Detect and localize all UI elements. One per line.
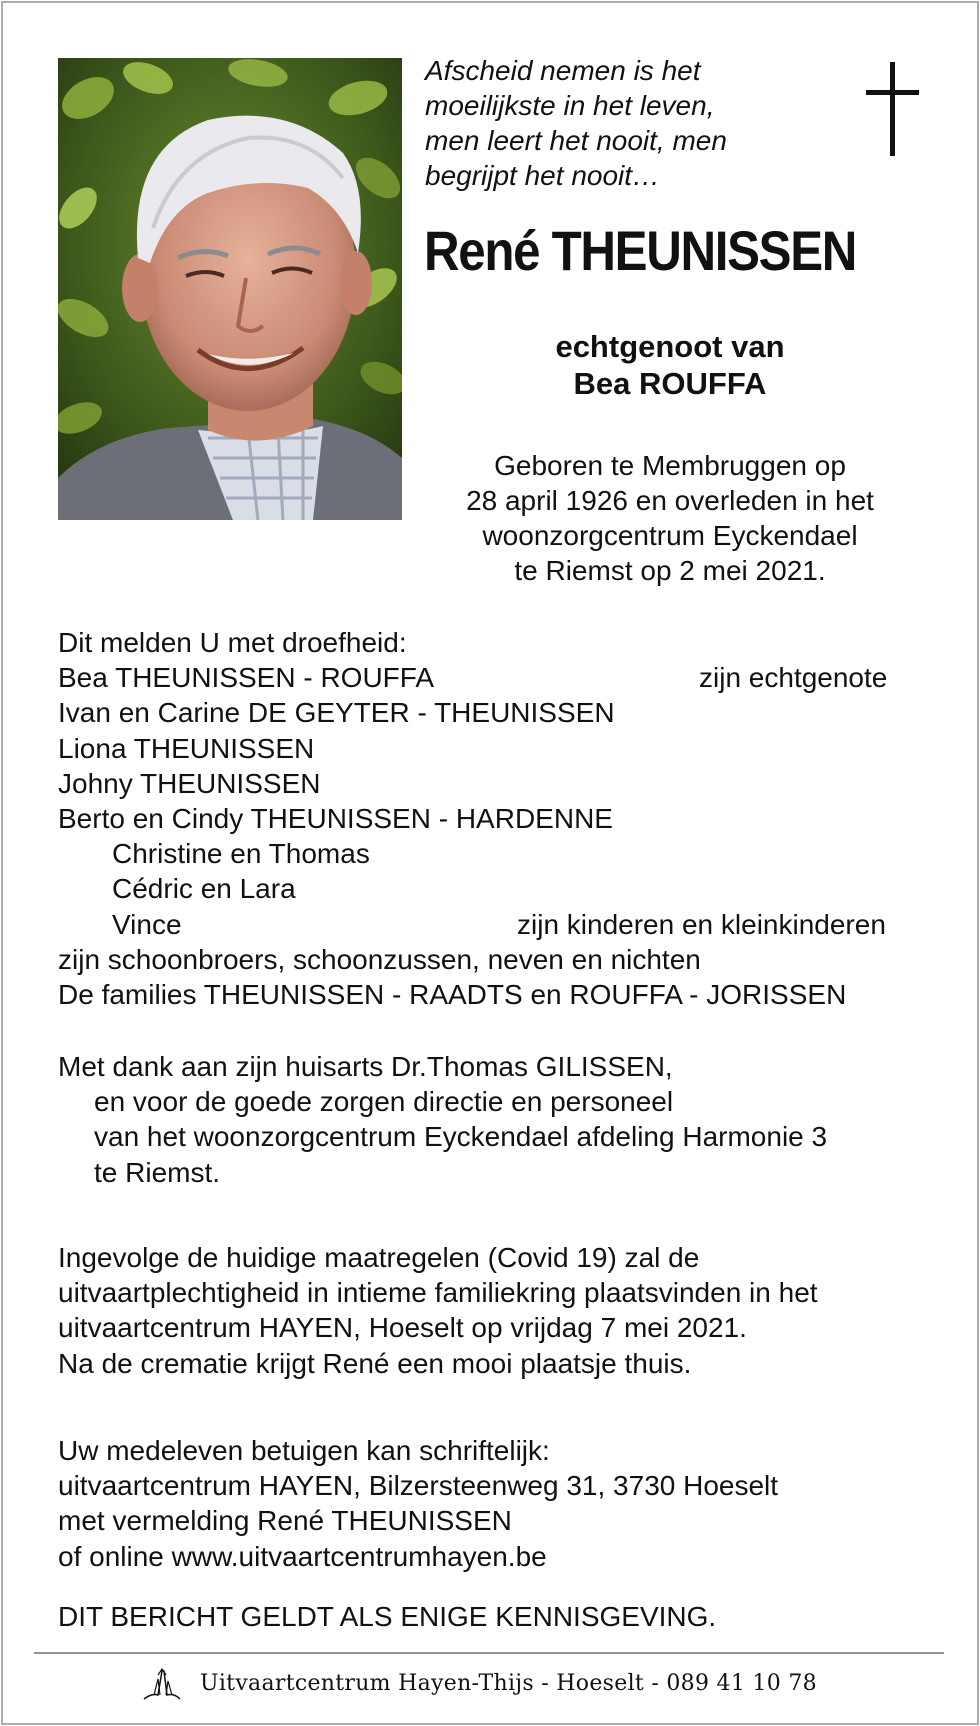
cross-icon (862, 60, 922, 160)
grandchild: Vince (112, 908, 182, 940)
condolences-line: Uw medeleven betuigen kan schriftelijk: (58, 1435, 550, 1466)
family-member: Liona THEUNISSEN (58, 732, 315, 764)
condolences-info (58, 1433, 778, 1574)
birth-line: te Riemst op 2 mei 2021. (514, 555, 826, 586)
family-member: Ivan en Carine DE GEYTER - THEUNISSEN (58, 697, 615, 729)
condolences-website[interactable]: of online www.uitvaartcentrumhayen.be (58, 1540, 547, 1572)
announcement-intro: Dit melden U met droefheid: (58, 627, 407, 658)
funeral-line: uitvaartcentrum HAYEN, Hoeselt op vrijdag 7 mei 2021. (58, 1312, 747, 1344)
birth-line: woonzorgcentrum Eyckendael (482, 520, 858, 551)
family-row (58, 660, 888, 695)
divider (34, 1652, 944, 1654)
family-role: zijn echtgenote (699, 662, 888, 694)
thanks-line: en voor de goede zorgen directie en personeel (94, 1086, 674, 1118)
footer-text: Uitvaartcentrum Hayen-Thijs - Hoeselt - 089 41 10 78 (200, 1671, 817, 1696)
thanks-line: van het woonzorgcentrum Eyckendael afdeling Harmonie 3 (94, 1121, 828, 1153)
family-member: Bea THEUNISSEN - ROUFFA (58, 662, 435, 694)
spouse-relation: echtgenoot van (555, 329, 785, 364)
deceased-name: René THEUNISSEN (424, 219, 857, 282)
funeral-line: Na de crematie krijgt René een mooi plaatsje thuis. (58, 1347, 692, 1379)
thanks-line: Met dank aan zijn huisarts Dr.Thomas GILISSEN, (58, 1051, 673, 1082)
birth-line: Geboren te Membruggen op (494, 450, 846, 481)
grandchild: Christine en Thomas (112, 838, 370, 870)
funeral-line: Ingevolge de huidige maatregelen (Covid 19) zal de (58, 1242, 700, 1273)
spouse-name: Bea ROUFFA (573, 366, 767, 401)
funeral-line: uitvaartplechtigheid in intieme familiekring plaatsvinden in het (58, 1277, 818, 1309)
thanks-section (58, 1049, 827, 1190)
birth-line: 28 april 1926 en overleden in het (466, 485, 874, 516)
inlaws-line: zijn schoonbroers, schoonzussen, neven en nichten (58, 943, 701, 975)
thanks-line: te Riemst. (94, 1156, 221, 1188)
quote (425, 53, 785, 193)
footer (140, 1665, 840, 1705)
quote-line: Afscheid nemen is het (425, 55, 701, 86)
condolences-line: uitvaartcentrum HAYEN, Bilzersteenweg 31, 3730 Hoeselt (58, 1470, 779, 1502)
funeral-home-logo-icon (140, 1665, 184, 1705)
spouse-block (430, 328, 910, 402)
quote-line: moeilijkste in het leven, (425, 90, 715, 121)
family-row (58, 907, 886, 942)
family-role: zijn kinderen en kleinkinderen (517, 908, 886, 940)
quote-line: men leert het nooit, men (425, 125, 727, 156)
family-member: Johny THEUNISSEN (58, 767, 321, 799)
official-notice: DIT BERICHT GELDT ALS ENIGE KENNISGEVING. (58, 1601, 717, 1632)
grandchild: Cédric en Lara (112, 873, 296, 905)
portrait-photo (58, 58, 402, 520)
families-line: De families THEUNISSEN - RAADTS en ROUFFA - JORISSEN (58, 978, 847, 1010)
quote-line: begrijpt het nooit… (425, 160, 661, 191)
family-member: Berto en Cindy THEUNISSEN - HARDENNE (58, 802, 613, 834)
condolences-line: met vermelding René THEUNISSEN (58, 1505, 512, 1537)
birth-death-info (430, 448, 910, 588)
family-announcement (58, 625, 888, 1012)
funeral-info (58, 1240, 818, 1381)
